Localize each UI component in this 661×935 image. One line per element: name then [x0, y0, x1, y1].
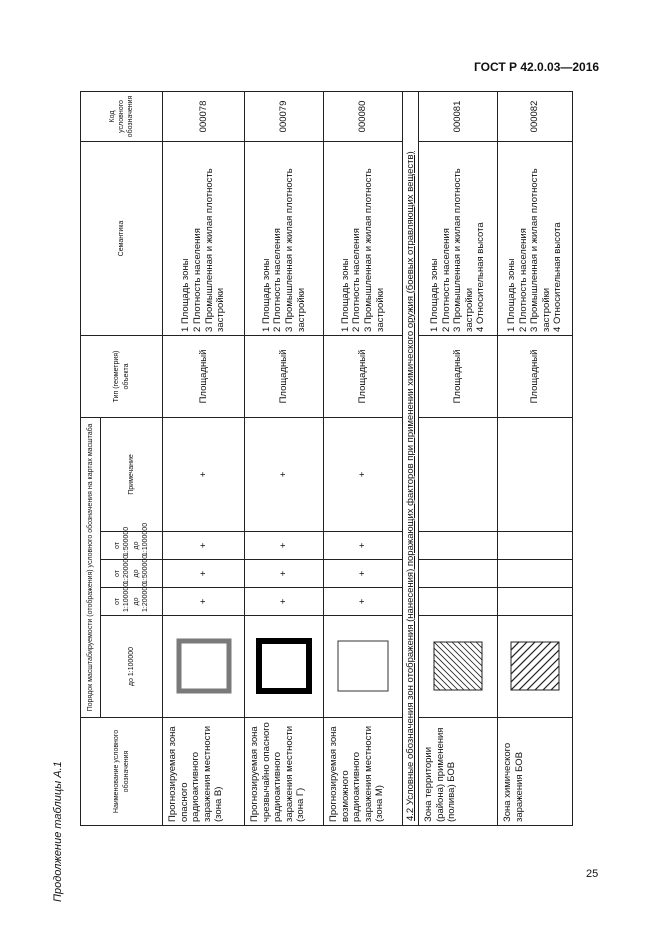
row-type: Площадный [163, 335, 245, 417]
mark-scale-200000: + [324, 588, 403, 616]
mark-scale-1000000: + [245, 532, 324, 560]
semantic-line: 3 Промышленная и жилая плотность застройки [452, 168, 475, 332]
mark-note: + [163, 417, 245, 531]
mark-scale-500000 [498, 560, 573, 588]
header-scale-to-100000: до 1:100000 [101, 616, 163, 718]
hatched-dense-symbol [428, 637, 488, 697]
thin-square-symbol [333, 637, 393, 697]
header-scale-order: Порядок масштабируемости (отображения) условного обозначения на картах масштаба [81, 417, 101, 717]
gray-square-symbol [174, 637, 234, 697]
section-row [403, 91, 419, 825]
row-code: 000078 [163, 91, 245, 141]
semantic-line: 2 Плотность населения [272, 228, 284, 332]
header-name: Наименование условного обозначения [81, 718, 163, 826]
hatched-sparse-symbol [505, 637, 565, 697]
semantic-line: 2 Плотность населения [191, 228, 203, 332]
semantic-line: 2 Плотность населения [517, 228, 529, 332]
row-name: Прогнозируемая зона опасного радиоактивного заражения местности (зона В) [163, 718, 245, 826]
mark-scale-200000: + [163, 588, 245, 616]
header-code: Код условного обозначения [81, 91, 163, 141]
table-row [498, 91, 573, 825]
row-name: Зона химического заражения БОВ [498, 718, 573, 826]
header-note: Примечание [101, 417, 163, 531]
section-title: 4.2 Условные обозначения зон отображения (нанесения) поражающих факторов при применении химического оружия (боевых отравляющих веществ) [403, 91, 419, 825]
row-name: Прогнозируемая зона возможного радиоактивного заражения местности (зона М) [324, 718, 403, 826]
row-type: Площадный [245, 335, 324, 417]
semantic-line: 1 Площадь зоны [260, 258, 272, 332]
table-row [245, 91, 324, 825]
mark-scale-200000 [498, 588, 573, 616]
mark-note [498, 417, 573, 531]
semantic-line: 2 Плотность населения [351, 228, 363, 332]
table-row [324, 91, 403, 825]
semantic-line: 4 Относительная высота [475, 222, 487, 332]
mark-note: + [245, 417, 324, 531]
mark-scale-1000000: + [163, 532, 245, 560]
rotated-table-wrapper [80, 92, 600, 826]
symbol-cell [245, 616, 324, 718]
header-geometry-type: Тип (геометрия) объекта [81, 335, 163, 417]
table-row [163, 91, 245, 825]
mark-scale-1000000 [419, 532, 498, 560]
semantic-line: 3 Промышленная и жилая плотность застройки [203, 168, 227, 332]
semantic-line: 1 Площадь зоны [339, 258, 351, 332]
symbol-cell [498, 616, 573, 718]
mark-scale-200000 [419, 588, 498, 616]
symbols-table [80, 91, 573, 826]
mark-scale-200000: + [245, 588, 324, 616]
header-scale-1000000: от 1:500000 до 1:1000000 [101, 532, 163, 560]
row-semantics [498, 141, 573, 335]
mark-note [419, 417, 498, 531]
row-name: Зона территории (района) применения (полива) БОВ [419, 718, 498, 826]
row-code: 000082 [498, 91, 573, 141]
continuation-label: Продолжение таблицы А.1 [52, 761, 64, 902]
mark-scale-1000000 [498, 532, 573, 560]
row-type: Площадный [498, 335, 573, 417]
mark-note: + [324, 417, 403, 531]
mark-scale-500000 [419, 560, 498, 588]
mark-scale-1000000: + [324, 532, 403, 560]
row-name: Прогнозируемая зона чрезвычайно опасного радиоактивного заражения местности (зона Г) [245, 718, 324, 826]
semantic-line: 1 Площадь зоны [506, 258, 518, 332]
header-scale-200000: от 1:100000 до 1:200000 [101, 588, 163, 616]
symbol-cell [163, 616, 245, 718]
semantic-line: 3 Промышленная и жилая плотность застройки [284, 168, 307, 332]
semantic-line: 1 Площадь зоны [429, 258, 441, 332]
row-type: Площадный [419, 335, 498, 417]
row-code: 000079 [245, 91, 324, 141]
row-code: 000081 [419, 91, 498, 141]
header-semantics: Семантика [81, 141, 163, 335]
mark-scale-500000: + [245, 560, 324, 588]
header-scale-500000: от 1:200000 до 1:500000 [101, 560, 163, 588]
symbol-cell [419, 616, 498, 718]
semantic-line: 1 Площадь зоны [180, 258, 192, 332]
semantic-line: 2 Плотность населения [440, 228, 452, 332]
row-code: 000080 [324, 91, 403, 141]
document-code: ГОСТ Р 42.0.03—2016 [474, 60, 600, 74]
symbol-cell [324, 616, 403, 718]
semantic-line: 3 Промышленная и жилая плотность застройки [363, 168, 386, 332]
mark-scale-500000: + [324, 560, 403, 588]
page-number: 25 [586, 868, 599, 880]
semantic-line: 3 Промышленная и жилая плотность застройки [529, 168, 552, 332]
row-semantics [245, 141, 324, 335]
row-semantics [419, 141, 498, 335]
table-row [419, 91, 498, 825]
row-type: Площадный [324, 335, 403, 417]
mark-scale-500000: + [163, 560, 245, 588]
semantic-line: 4 Относительная высота [552, 222, 564, 332]
black-square-symbol [254, 637, 314, 697]
row-semantics [163, 141, 245, 335]
row-semantics [324, 141, 403, 335]
